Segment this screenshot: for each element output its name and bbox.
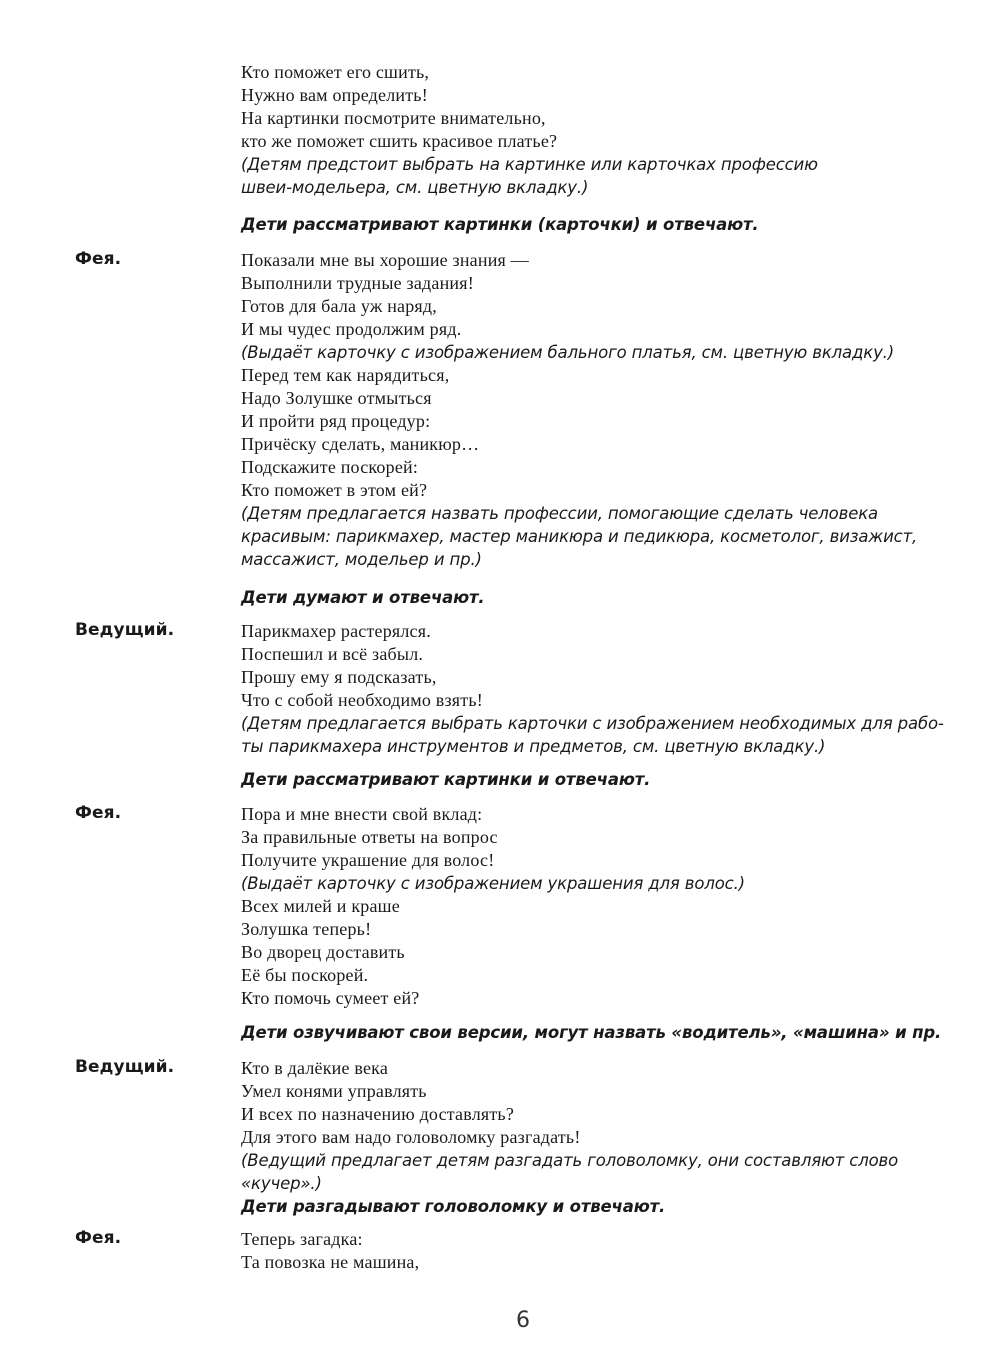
verse-line: Кто помочь сумеет ей? bbox=[241, 988, 420, 1008]
stage-direction: Дети думают и отвечают. bbox=[241, 588, 485, 607]
block-lines bbox=[241, 1057, 981, 1218]
verse-line: Золушка теперь! bbox=[241, 919, 372, 939]
verse-line: Причёску сделать, маникюр… bbox=[241, 434, 480, 454]
speaker-name: Ведущий. bbox=[75, 620, 175, 640]
speaker-name: Фея. bbox=[75, 803, 122, 823]
verse-line: И пройти ряд процедур: bbox=[241, 411, 431, 431]
verse-line: Выполнили трудные задания! bbox=[241, 273, 474, 293]
verse-line: кто же поможет сшить красивое платье? bbox=[241, 131, 558, 151]
verse-line: И мы чудес продолжим ряд. bbox=[241, 319, 462, 339]
block-lines bbox=[241, 803, 981, 1010]
page-number: 6 bbox=[516, 1308, 530, 1333]
stage-direction: ты парикмахера инструментов и предметов, см. цветную вкладку.) bbox=[241, 737, 826, 756]
stage-direction: красивым: парикмахер, мастер маникюра и педикюра, косметолог, визажист, bbox=[241, 527, 918, 546]
stage-direction: Дети рассматривают картинки и отвечают. bbox=[241, 770, 651, 789]
verse-line: За правильные ответы на вопрос bbox=[241, 827, 498, 847]
verse-line: Получите украшение для волос! bbox=[241, 850, 495, 870]
verse-line: Подскажите поскорей: bbox=[241, 457, 419, 477]
verse-line: Теперь загадка: bbox=[241, 1229, 363, 1249]
block-lines bbox=[241, 620, 981, 758]
stage-direction: Дети рассматривают картинки (карточки) и отвечают. bbox=[241, 215, 759, 234]
stage-direction: (Выдаёт карточку с изображением украшения для волос.) bbox=[241, 874, 745, 893]
block-lines bbox=[241, 1228, 981, 1274]
stage-direction: «кучер».) bbox=[241, 1174, 322, 1193]
block-lines bbox=[241, 249, 981, 571]
verse-line: Прошу ему я подсказать, bbox=[241, 667, 437, 687]
stage-direction: массажист, модельер и пр.) bbox=[241, 550, 482, 569]
stage-direction: (Выдаёт карточку с изображением бального платья, см. цветную вкладку.) bbox=[241, 343, 895, 362]
verse-line: Готов для бала уж наряд, bbox=[241, 296, 437, 316]
verse-line: Пора и мне внести свой вклад: bbox=[241, 804, 483, 824]
stage-direction: (Детям предстоит выбрать на картинке или карточках профессию bbox=[241, 155, 818, 174]
speaker-name: Фея. bbox=[75, 249, 122, 269]
block-lines bbox=[241, 213, 981, 236]
verse-line: Надо Золушке отмыться bbox=[241, 388, 432, 408]
stage-direction: Дети разгадывают головоломку и отвечают. bbox=[241, 1197, 666, 1216]
verse-line: Что с собой необходимо взять! bbox=[241, 690, 483, 710]
verse-line: Показали мне вы хорошие знания — bbox=[241, 250, 529, 270]
verse-line: Перед тем как нарядиться, bbox=[241, 365, 450, 385]
verse-line: Умел конями управлять bbox=[241, 1081, 427, 1101]
verse-line: Нужно вам определить! bbox=[241, 85, 428, 105]
verse-line: Та повозка не машина, bbox=[241, 1252, 420, 1272]
stage-direction: (Детям предлагается назвать профессии, помогающие сделать человека bbox=[241, 504, 878, 523]
verse-line: Всех милей и краше bbox=[241, 896, 400, 916]
stage-direction: Дети озвучивают свои версии, могут назвать «водитель», «машина» и пр. bbox=[241, 1023, 942, 1042]
block-lines bbox=[241, 1021, 981, 1044]
verse-line: Во дворец доставить bbox=[241, 942, 405, 962]
verse-line: Кто в далёкие века bbox=[241, 1058, 389, 1078]
verse-line: Парикмахер растерялся. bbox=[241, 621, 431, 641]
speaker-name: Ведущий. bbox=[75, 1057, 175, 1077]
block-lines bbox=[241, 768, 981, 791]
verse-line: Её бы поскорей. bbox=[241, 965, 369, 985]
verse-line: Кто поможет его сшить, bbox=[241, 62, 430, 82]
stage-direction: (Детям предлагается выбрать карточки с изображением необходимых для рабо- bbox=[241, 714, 944, 733]
speaker-name: Фея. bbox=[75, 1228, 122, 1248]
verse-line: И всех по назначению доставлять? bbox=[241, 1104, 515, 1124]
verse-line: Поспешил и всё забыл. bbox=[241, 644, 424, 664]
verse-line: Для этого вам надо головоломку разгадать! bbox=[241, 1127, 581, 1147]
stage-direction: швеи-модельера, см. цветную вкладку.) bbox=[241, 178, 589, 197]
block-lines bbox=[241, 586, 981, 609]
stage-direction: (Ведущий предлагает детям разгадать головоломку, они составляют слово bbox=[241, 1151, 899, 1170]
block-lines bbox=[241, 61, 981, 199]
verse-line: На картинки посмотрите внимательно, bbox=[241, 108, 546, 128]
verse-line: Кто поможет в этом ей? bbox=[241, 480, 428, 500]
